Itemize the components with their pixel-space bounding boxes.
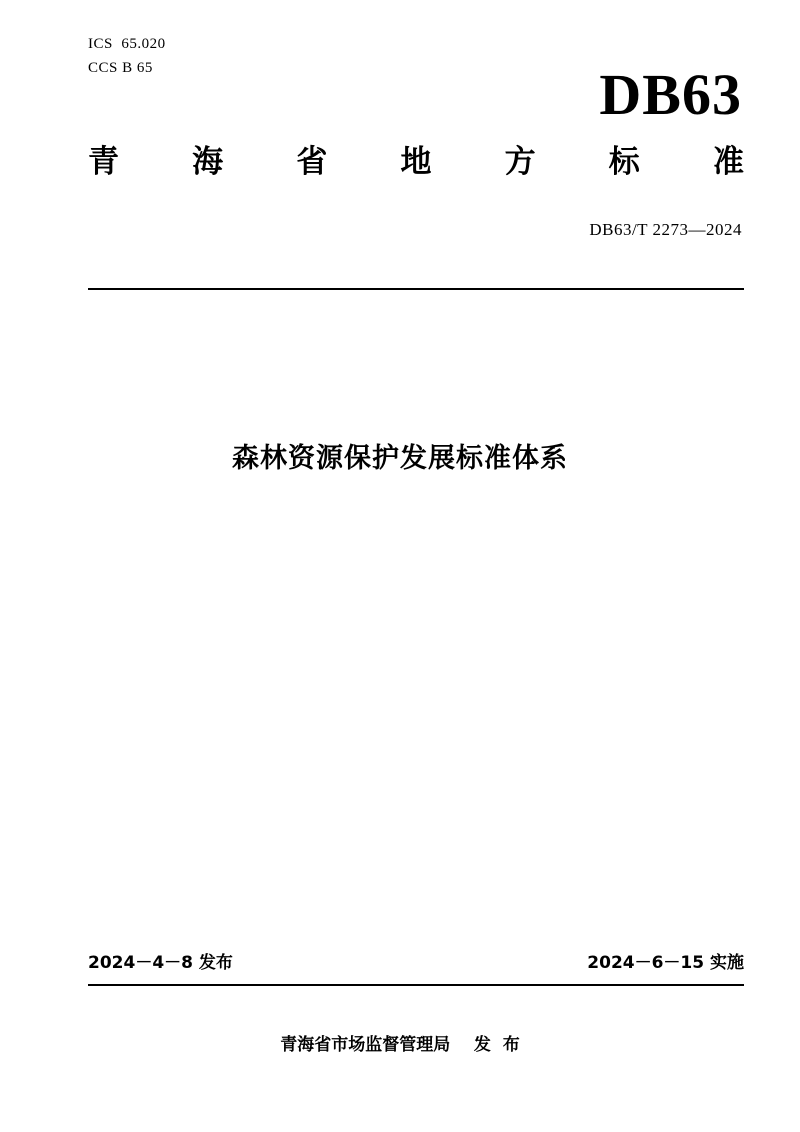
publisher-name: 青海省市场监督管理局 发 布 xyxy=(280,1035,520,1055)
series-title-char-0: 青 xyxy=(88,144,119,180)
standard-number: DB63/T 2273—2024 xyxy=(589,220,742,239)
series-title-char-2: 省 xyxy=(296,144,328,180)
classification-codes xyxy=(88,32,166,80)
ccs-code: CCS B 65 xyxy=(88,60,153,76)
ics-code: ICS 65.020 xyxy=(88,36,166,52)
page-title: 森林资源保护发展标准体系 xyxy=(232,443,568,474)
implementation-date: 2024－6－15 实施 xyxy=(587,953,744,973)
footer-divider xyxy=(88,984,744,986)
dates-row xyxy=(88,948,744,973)
header-divider xyxy=(88,288,744,290)
series-title-char-4: 方 xyxy=(504,144,536,180)
series-title-char-6: 准 xyxy=(712,144,744,180)
issue-date: 2024－4－8 发布 xyxy=(88,953,233,973)
standard-mark: DB63 xyxy=(599,62,742,127)
series-title-char-1: 海 xyxy=(192,144,224,180)
series-title-char-5: 标 xyxy=(608,144,640,180)
standard-series-title xyxy=(88,145,744,179)
series-title-char-3: 地 xyxy=(400,144,432,180)
